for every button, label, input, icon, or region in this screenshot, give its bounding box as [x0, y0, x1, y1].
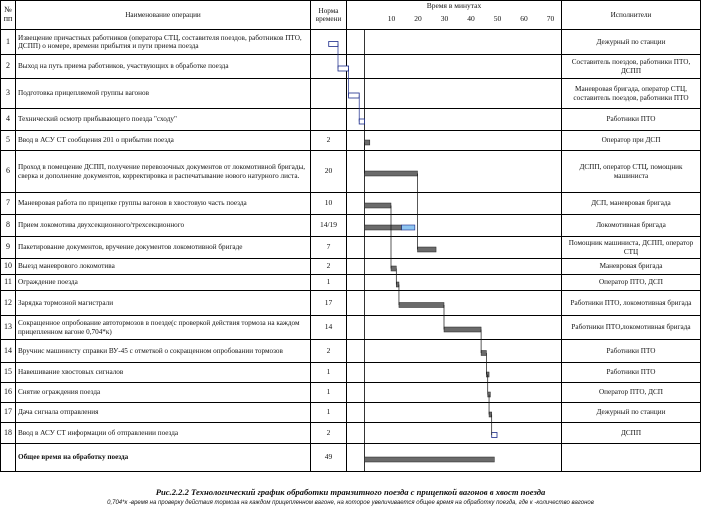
- table-row: [1, 423, 701, 444]
- header-time: [347, 1, 562, 30]
- row-num: 9: [1, 237, 16, 259]
- row-operation: Технический осмотр прибывающего поезда "сходу": [16, 109, 311, 131]
- row-operation: Ограждение поезда: [16, 275, 311, 291]
- row-operation: Подготовка прицепляемой группы вагонов: [16, 79, 311, 109]
- header-executor: Исполнители: [562, 1, 701, 30]
- row-operation: Вручнис машинисту справки ВУ-45 с отметкой о сокращенном опробовании тормозов: [16, 340, 311, 363]
- row-num: 14: [1, 340, 16, 363]
- row-num: 2: [1, 55, 16, 79]
- row-norm: [311, 30, 347, 55]
- row-timeline: [347, 109, 562, 131]
- row-operation: Маневровая работа по прицепке группы вагонов в хвостовую часть поезда: [16, 193, 311, 215]
- row-timeline: [347, 55, 562, 79]
- row-num: 15: [1, 363, 16, 383]
- row-operation: Пакетирование документов, вручение документов локомотивной бригаде: [16, 237, 311, 259]
- row-timeline: [347, 151, 562, 193]
- row-timeline: [347, 383, 562, 403]
- row-executor: Дежурный по станции: [562, 403, 701, 423]
- row-operation: Прием локомотива двухсекционного/трехсекционного: [16, 215, 311, 237]
- row-executor: Работники ПТО, локомотивная бригада: [562, 291, 701, 316]
- table-row: [1, 55, 701, 79]
- row-num: 1: [1, 30, 16, 55]
- row-executor: Дежурный по станции: [562, 30, 701, 55]
- row-operation: Ввод в АСУ СТ сообщения 201 о прибытии поезда: [16, 131, 311, 151]
- row-norm: 1: [311, 403, 347, 423]
- row-executor: Оператор при ДСП: [562, 131, 701, 151]
- tick-label: 60: [520, 14, 528, 23]
- row-norm: 10: [311, 193, 347, 215]
- row-num: 16: [1, 383, 16, 403]
- tick-label: 30: [440, 14, 449, 23]
- row-norm: 2: [311, 259, 347, 275]
- total-operation: Общее время на обработку поезда: [16, 444, 311, 472]
- row-executor: Составитель поездов, работники ПТО, ДСПП: [562, 55, 701, 79]
- row-norm: 2: [311, 340, 347, 363]
- row-timeline: [347, 131, 562, 151]
- row-timeline: [347, 193, 562, 215]
- row-norm: 7: [311, 237, 347, 259]
- row-executor: Оператор ПТО, ДСП: [562, 275, 701, 291]
- row-executor: Оператор ПТО, ДСП: [562, 383, 701, 403]
- table-row: [1, 79, 701, 109]
- header-norm: Норма времени: [311, 1, 347, 30]
- row-norm: 1: [311, 383, 347, 403]
- row-norm: 17: [311, 291, 347, 316]
- row-timeline: [347, 215, 562, 237]
- row-norm: [311, 109, 347, 131]
- row-executor: Помощник машиниста, ДСПП, оператор СТЦ: [562, 237, 701, 259]
- table-row: [1, 275, 701, 291]
- row-timeline: [347, 79, 562, 109]
- row-num: 12: [1, 291, 16, 316]
- row-num: 10: [1, 259, 16, 275]
- row-executor: Маневровая бригада, оператор СТЦ, составитель поездов, работники ПТО: [562, 79, 701, 109]
- row-num: 18: [1, 423, 16, 444]
- row-num: 17: [1, 403, 16, 423]
- row-timeline: [347, 340, 562, 363]
- table-row: [1, 109, 701, 131]
- row-norm: 14/19: [311, 215, 347, 237]
- row-operation: Дача сигнала отправления: [16, 403, 311, 423]
- tick-label: 20: [414, 14, 422, 23]
- header-num: № пп: [1, 1, 16, 30]
- header-time-label: Время в минутах: [426, 1, 482, 10]
- row-norm: [311, 55, 347, 79]
- row-norm: [311, 79, 347, 109]
- row-timeline: [347, 275, 562, 291]
- table-row: [1, 237, 701, 259]
- row-norm: 2: [311, 131, 347, 151]
- row-operation: Навешивание хвостовых сигналов: [16, 363, 311, 383]
- row-num: 6: [1, 151, 16, 193]
- row-operation: Снятие ограждения поезда: [16, 383, 311, 403]
- tick-label: 10: [387, 14, 396, 23]
- row-num: 8: [1, 215, 16, 237]
- row-operation: Сокращенное опробование автотормозов в поезде(с проверкой действия тормоза на каждом прицепленном вагоне 0,704*к): [16, 316, 311, 340]
- row-operation: Проход в помещение ДСПП, получение перевозочных документов от локомотивной бригады, сверка и дополнение документов, корректировка и распечатывание нового натурного листа.: [16, 151, 311, 193]
- row-num: 11: [1, 275, 16, 291]
- row-norm: 1: [311, 275, 347, 291]
- row-num: 13: [1, 316, 16, 340]
- row-timeline: [347, 363, 562, 383]
- table-row: [1, 403, 701, 423]
- row-operation: Выезд маневрового локомотива: [16, 259, 311, 275]
- row-norm: 2: [311, 423, 347, 444]
- row-executor: ДСПП, оператор СТЦ, помощник машиниста: [562, 151, 701, 193]
- row-operation: Извещение причастных работников (оператора СТЦ, составителя поездов, работников ПТО, ДСПП) о номере, времени прибытия и пути приема поезда: [16, 30, 311, 55]
- row-timeline: [347, 423, 562, 444]
- row-operation: Зарядка тормозной магистрали: [16, 291, 311, 316]
- row-norm: 14: [311, 316, 347, 340]
- total-timeline: [347, 444, 562, 472]
- row-operation: Выход на путь приема работников, участвующих в обработке поезда: [16, 55, 311, 79]
- table-row: [1, 259, 701, 275]
- total-num: [1, 444, 16, 472]
- row-timeline: [347, 237, 562, 259]
- row-executor: Работники ПТО: [562, 109, 701, 131]
- row-num: 4: [1, 109, 16, 131]
- table-row: [1, 193, 701, 215]
- row-executor: Маневровая бригада: [562, 259, 701, 275]
- row-timeline: [347, 259, 562, 275]
- total-executor: [562, 444, 701, 472]
- table-row: [1, 316, 701, 340]
- header-operation: Наименование операции: [16, 1, 311, 30]
- total-norm: 49: [311, 444, 347, 472]
- row-timeline: [347, 30, 562, 55]
- figure-note: 0,704*к -время на проверку действия тормоза на каждом прицепленном вагоне, на которое увеличивается общее время на обработку поезда, где к -количество вагонов: [107, 500, 594, 506]
- row-executor: Работники ПТО,локомотивная бригада: [562, 316, 701, 340]
- row-timeline: [347, 316, 562, 340]
- tick-label: 50: [493, 14, 502, 23]
- table-row: [1, 291, 701, 316]
- tick-label: 70: [546, 14, 555, 23]
- table-row: [1, 363, 701, 383]
- table-row: [1, 340, 701, 363]
- row-executor: Работники ПТО: [562, 340, 701, 363]
- table-row: [1, 215, 701, 237]
- row-executor: Работники ПТО: [562, 363, 701, 383]
- row-executor: Локомотивная бригада: [562, 215, 701, 237]
- row-num: 5: [1, 131, 16, 151]
- row-operation: Ввод в АСУ СТ информации об отправлении поезда: [16, 423, 311, 444]
- table-row: [1, 30, 701, 55]
- total-row: [1, 444, 701, 472]
- row-timeline: [347, 403, 562, 423]
- tick-label: 40: [467, 14, 475, 23]
- row-num: 7: [1, 193, 16, 215]
- row-executor: ДСПП: [562, 423, 701, 444]
- header-row: [1, 1, 701, 30]
- table-row: [1, 151, 701, 193]
- row-norm: 20: [311, 151, 347, 193]
- figure-caption: Рис.2.2.2 Технологический график обработки транзитного поезда с прицепкой вагонов в хвост поезда: [155, 487, 546, 497]
- row-executor: ДСП, маневровая бригада: [562, 193, 701, 215]
- row-timeline: [347, 291, 562, 316]
- table-row: [1, 383, 701, 403]
- table-row: [1, 131, 701, 151]
- row-num: 3: [1, 79, 16, 109]
- row-norm: 1: [311, 363, 347, 383]
